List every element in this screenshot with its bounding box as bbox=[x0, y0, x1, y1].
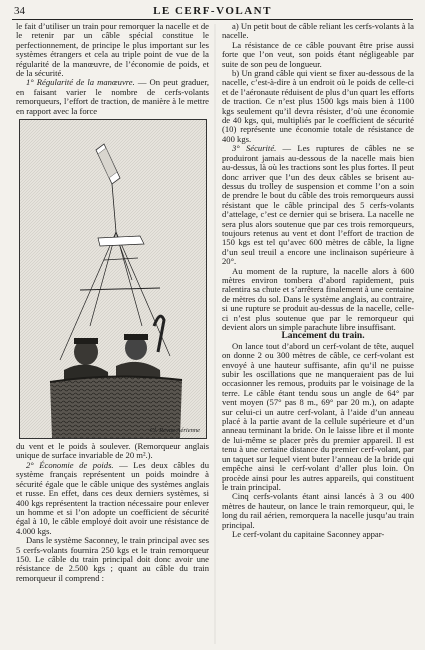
photo-credit: Cl. Revue Aérienne bbox=[149, 426, 200, 434]
section-title: 2° Économie de poids. bbox=[26, 459, 114, 470]
paragraph: du vent et le poids à soulever. (Remorqueur anglais unique de surface invariable de 20 m².). bbox=[16, 441, 209, 461]
section-title: 3° Sécurité. bbox=[232, 143, 277, 154]
column-gutter bbox=[214, 24, 216, 644]
running-title: LE CERF-VOLANT bbox=[153, 5, 272, 17]
paragraph bbox=[16, 78, 209, 116]
section-title: 1° Régularité de la manœuvre. bbox=[26, 77, 135, 88]
running-header bbox=[12, 4, 413, 18]
paragraph bbox=[16, 461, 209, 536]
right-column bbox=[222, 22, 414, 539]
section-text: — On peut graduer, en faisant varier le nombre de cerfs-volants remorqueurs, l’effort de traction, de manière à le mettre en rapport avec la force bbox=[16, 77, 209, 116]
section-heading: Lancement du train. bbox=[281, 331, 365, 342]
paragraph: Au moment de la rupture, la nacelle alors à 600 mètres environ tombera d’abord rapidement, puis ralentira sa chute et s’arrêtera finalement à une centaine de mètres du sol. Dans le système anglais, au contraire, si une rupture se produit au-dessus de la nacelle, celle-ci n’est plus soutenue que par le remorqueur qui devient alors un simple parachute libre insuffisant. bbox=[222, 265, 414, 332]
paragraph: Dans le système Saconney, le train principal avec ses 5 cerfs-volants fournira 250 kgs et le train remorqueur 150. Le câble du train principal doit donc avoir une résistance de 2.500 kgs ; quant au câble du train remorqueur il comprend : bbox=[16, 535, 209, 583]
section-text: — Les deux câbles du système français représentent un poids moindre à sécurité égale que le câble unique des systèmes anglais et russe. En effet, dans ces deux derniers systèmes, si 400 kgs représentent la traction nécessaire pour enlever un homme et si l’on adopte un coefficient de sécurité égal à 10, le câble employé doit avoir une résistance de 4.000 kgs. bbox=[16, 459, 209, 536]
paragraph: Le cerf-volant du capitaine Saconney appar- bbox=[232, 528, 385, 539]
page-number: 34 bbox=[14, 5, 25, 17]
paragraph: a) Un petit bout de câble reliant les cerfs-volants à la nacelle. bbox=[222, 21, 414, 41]
figure bbox=[19, 119, 207, 439]
section-text: — Les ruptures de câbles ne se produiront jamais au-dessous de la nacelle mais bien au-dessus, là où les tractions sont les plus fortes. Il peut donc arriver que l’un des deux câbles se brisent au-dessus du trolley de suspension et comme l’on a soin de prendre le bout du câble des trois remorqueurs aussi résistant que le câble principal des 5 cerfs-volants d’attelage, c’est ce dernier qui se brisera. La nacelle ne sera plus alors soutenue que par ces trois remorqueurs, toujours retenus au vent et dont l’effort de traction de 150 kgs est tel qu’avec 600 mètres de câble, la ligne d’un seul treuil a encore une inclinaison supérieure à 20°. bbox=[222, 143, 414, 267]
header-rule bbox=[12, 19, 413, 20]
photo-illustration bbox=[20, 120, 206, 438]
paragraph: b) Un grand câble qui vient se fixer au-dessous de la nacelle, c’est-à-dire à un endroit où le poids de celle-ci et de l’aéronaute réduisent de plus d’un quart les efforts de traction. Ce n’est plus 1500 kgs mais bien à 1100 kgs seulement qu’il devra résister, d’où une économie de 40 kgs, qui, multipliés par le coefficient de sécurité (10) représente une économie totale de résistance de 400 kgs. bbox=[222, 68, 414, 144]
paragraph: Cinq cerfs-volants étant ainsi lancés à 3 ou 400 mètres de hauteur, on lance le train remorqueur, qui, le long du rail aérien, remorquera la nacelle jusqu’au train principal. bbox=[222, 491, 414, 530]
photo-balloon-basket bbox=[19, 119, 207, 439]
left-column bbox=[16, 22, 209, 583]
paragraph: le fait d’utiliser un train pour remorquer la nacelle et de le retenir par un câble spécial constitue le perfectionnement, de principe le plus important sur les systèmes étrangers et cela au triple point de vue de la régularité de la manœuvre, de l’économie de poids, et de la sécurité. bbox=[16, 21, 209, 79]
paragraph: On lance tout d’abord un cerf-volant de tête, auquel on donne 2 ou 300 mètres de câble, ce cerf-volant est envoyé à une hauteur suffisante, afin qu’il ne puisse subir les oscillations que ne manqueraient pas de lui occasionner les remous, produits par le voisinage de la terre. Le câble étant tendu sous un angle de 64° par vent moyen (57° pas 8 m., 69° par 20 m.), on adapte sur celui-ci un autre cerf-volant, à l’aide d’un anneau placé à la partie avant de la cellule supérieure et d’un anneau terminant la bride. On le laisse libre et il monte de lui-même se placer près du premier appareil. Il est tenu à une certaine distance du premier cerf-volant, par un taquet sur lequel vient buter l’anneau de la bride qui empêche ainsi le cerf-volant d’aller plus loin. On procède ainsi pour les autres appareils, qui constituent le train principal. bbox=[222, 340, 414, 492]
paragraph bbox=[222, 144, 414, 266]
paragraph: La résistance de ce câble pouvant être prise aussi forte que l’on veut, son poids étant négligeable par suite de son peu de longueur. bbox=[222, 39, 414, 69]
